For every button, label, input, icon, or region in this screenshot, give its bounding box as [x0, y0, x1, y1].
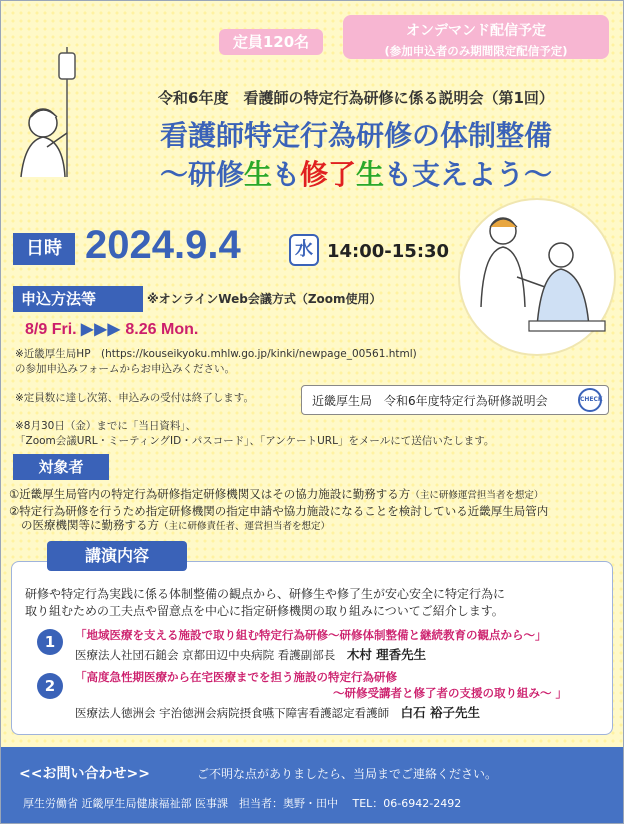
ondemand-line1: オンデマンド配信予定 — [406, 23, 546, 39]
lecture-number-2: 2 — [37, 673, 63, 699]
contact-label: <<お問い合わせ>> — [19, 766, 150, 782]
lecture-item-1-org: 医療法人社団石鎚会 京都田辺中央病院 看護副部長 — [75, 648, 336, 662]
event-time: 14:00-15:30 — [327, 241, 450, 262]
lecture-item-1-title: 「地域医療を支える施設で取り組む特定行為研修～研修体制整備と継続教育の観点から～」 — [75, 628, 547, 642]
ondemand-badge — [343, 15, 609, 59]
nurse-patient-illustration — [453, 197, 621, 357]
event-tagline — [101, 153, 611, 193]
nurse-iv-illustration — [7, 37, 107, 187]
application-period — [25, 319, 198, 339]
capacity-note: ※定員数に達し次第、申込みの受付は終了します。 — [15, 392, 254, 404]
contact-footer — [1, 747, 623, 823]
apply-line1: ※近畿厚生局HP (https://kouseikyoku.mhlw.go.jp/kinki/newpage_00561.html) — [15, 348, 417, 360]
event-date: 2024.9.4 — [85, 223, 241, 267]
lecture-intro — [25, 586, 605, 620]
lecture-intro-line1: 研修や特定行為実践に係る体制整備の観点から、研修生や修了生が安心安全に特定行為に — [25, 587, 506, 601]
contact-text: ご不明な点がありましたら、当局までご連絡ください。 — [197, 767, 498, 781]
tagline-ryo: 了 — [328, 158, 357, 191]
tagline-sei1: 生 — [243, 158, 272, 191]
tagline-sei2: 生 — [356, 158, 385, 191]
online-format-note: ※オンラインWeb会議方式（Zoom使用） — [147, 292, 382, 306]
tagline-mo1: も — [271, 158, 300, 191]
email-line2: 「Zoom会議URL・ミーティングID・パスコード」、「アンケートURL」をメールにて送信いたします。 — [15, 435, 495, 447]
target-item2a: ②特定行為研修を行うため指定研修機関の指定申請や協力施設になることを検討している近畿厚生局管内 — [9, 503, 549, 518]
lecture-item-2-title2: ～研修受講者と修了者の支援の取り組み～ 」 — [333, 686, 568, 700]
contact-info: 厚生労働省 近畿厚生局健康福祉部 医事課 担当者：奥野・田中 TEL：06-6942-2492 — [23, 797, 462, 810]
target-label: 対象者 — [13, 454, 109, 480]
date-label: 日時 — [13, 233, 75, 265]
email-note — [15, 419, 615, 449]
apply-label: 申込方法等 — [13, 286, 143, 312]
lecture-label: 講演内容 — [47, 541, 187, 571]
lecture-item-1 — [75, 627, 615, 663]
tagline-prefix: ～研修 — [159, 158, 244, 191]
lecture-number-1: 1 — [37, 629, 63, 655]
email-line1: ※8月30日（金）までに「当日資料」、 — [15, 420, 197, 432]
period-end: 8.26 Mon. — [125, 321, 199, 338]
check-magnifier-icon[interactable]: CHECK — [578, 388, 602, 412]
lecture-item-1-speaker: 木村 理香先生 — [346, 647, 427, 662]
search-box[interactable] — [301, 385, 609, 415]
target-item2b: の医療機関等に勤務する方（主に研修責任者、運営担当者を想定） — [21, 518, 331, 532]
apply-line2: の参加申込みフォームからお申込みください。 — [15, 363, 235, 375]
tagline-suffix: も支えよう～ — [384, 158, 553, 191]
event-subtitle: 令和6年度 看護師の特定行為研修に係る説明会（第1回） — [158, 89, 554, 107]
apply-instructions — [15, 347, 615, 377]
event-title: 看護師特定行為研修の体制整備 — [159, 119, 552, 152]
lecture-item-2-org: 医療法人徳洲会 宇治徳洲会病院摂食嚥下障害看護認定看護師 — [75, 706, 390, 720]
event-day-of-week: 水 — [289, 234, 319, 266]
tagline-shu: 修 — [299, 158, 328, 191]
lecture-item-2 — [75, 669, 615, 721]
period-start: 8/9 Fri. — [25, 321, 77, 338]
capacity-badge: 定員120名 — [219, 29, 323, 55]
target-description — [9, 487, 617, 535]
lecture-item-2-title1: 「高度急性期医療から在宅医療までを担う施設の特定行為研修 — [75, 670, 397, 684]
period-arrows-icon: ▶▶▶ — [81, 321, 121, 338]
target-item1: ①近畿厚生局管内の特定行為研修指定研修機関又はその協力施設に勤務する方（主に研修運営担当者を想定） — [9, 487, 544, 501]
lecture-intro-line2: 取り組むための工夫点や留意点を中心に指定研修機関の取り組みについてご紹介します。 — [25, 604, 504, 618]
search-box-text: 近畿厚生局 令和6年度特定行為研修説明会 — [312, 394, 548, 408]
lecture-item-2-speaker: 白石 裕子先生 — [400, 705, 481, 720]
ondemand-line2: (参加申込者のみ期間限定配信予定) — [384, 44, 568, 58]
